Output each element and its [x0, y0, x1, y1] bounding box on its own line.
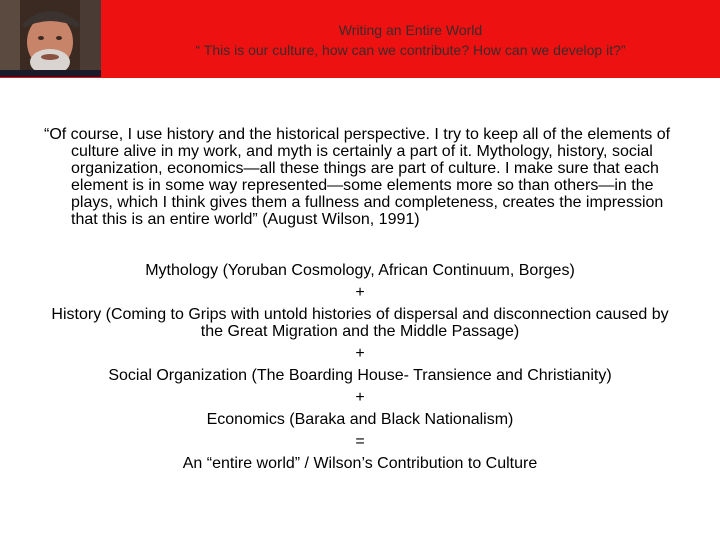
equation-line-economics: Economics (Baraka and Black Nationalism) — [206, 411, 514, 428]
equation-result: An “entire world” / Wilson’s Contribution to Culture — [182, 455, 538, 472]
culture-equation — [40, 262, 680, 472]
equation-line-mythology: Mythology (Yoruban Cosmology, African Continuum, Borges) — [145, 262, 575, 279]
equation-operator: + — [355, 284, 365, 301]
equation-operator: = — [355, 433, 365, 450]
equation-line-history: History (Coming to Grips with untold histories of dispersal and disconnection caused by the Great Migration and the Middle Passage) — [51, 306, 669, 340]
equation-operator: + — [355, 389, 365, 406]
equation-operator: + — [355, 345, 365, 362]
title-line: Writing an Entire World — [338, 22, 483, 38]
wilson-quote: “Of course, I use history and the historical perspective. I try to keep all of the elements of culture alive in my work, and myth is certainly a part of it. Mythology, history, social organization, economics—all these things are part of culture. I make sure that each element is in some way represented—some elements more so than others—in the plays, which I think gives them a fullness and completeness, creates the impression that this is an entire world” (August Wilson, 1991) — [44, 126, 671, 228]
equation-line-social-organization: Social Organization (The Boarding House- Transience and Christianity) — [108, 367, 612, 384]
subtitle-line: “ This is our culture, how can we contribute? How can we develop it?” — [195, 42, 626, 58]
